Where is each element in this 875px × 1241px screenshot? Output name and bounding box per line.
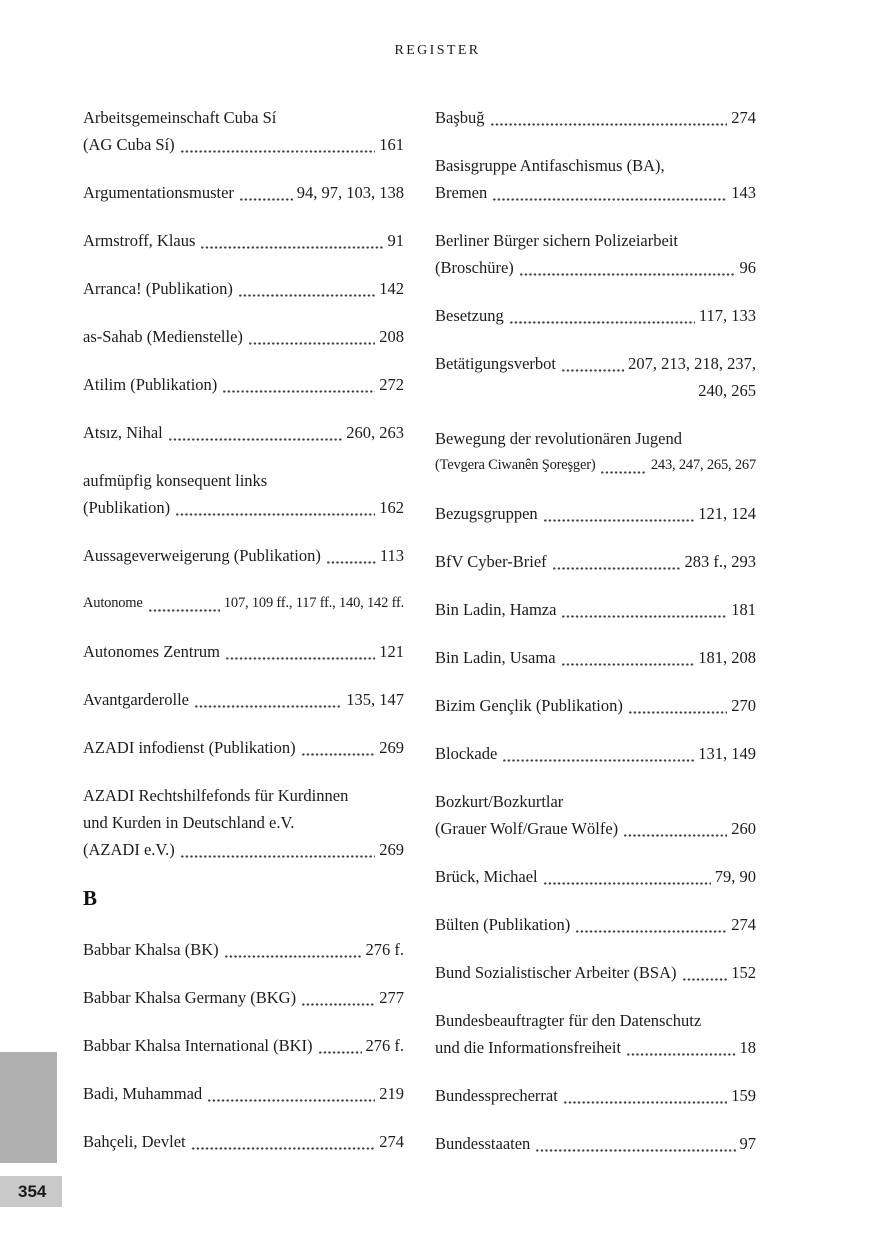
index-entry [435,911,756,938]
dot-leader-icon [168,438,343,441]
index-entry [435,1007,756,1061]
index-entry [435,788,756,842]
entry-line [435,548,756,575]
entry-label: Bin Ladin, Usama [435,648,556,667]
index-entry [435,692,756,719]
entry-line [435,254,756,281]
entry-line [83,590,404,617]
index-entry [435,152,756,206]
entry-line [435,815,756,842]
dot-leader-icon [492,198,727,201]
index-entry [83,542,404,569]
entry-line [435,1082,756,1109]
entry-line [435,911,756,938]
dot-leader-icon [600,471,646,474]
dot-leader-icon [180,855,375,858]
entry-pages: 94, 97, 103, 138 [296,183,404,202]
entry-label: Betätigungsverbot [435,354,556,373]
entry-line [83,371,404,398]
entry-line [83,836,404,863]
index-entry [435,1130,756,1157]
dot-leader-icon [561,369,624,372]
index-entry [435,548,756,575]
dot-leader-icon [301,1003,375,1006]
entry-label-line: Bozkurt/Bozkurtlar [435,792,564,811]
index-entry [83,590,404,617]
dot-leader-icon [682,978,728,981]
entry-pages: 269 [379,840,404,859]
entry-label-line: Basisgruppe Antifaschismus (BA), [435,156,665,175]
index-entry [83,179,404,206]
dot-leader-icon [224,955,362,958]
entry-pages: 269 [379,738,404,757]
entry-label: Autonome [83,595,143,611]
entry-pages: 219 [379,1084,404,1103]
entry-line [435,104,756,131]
section-heading: B [83,886,98,910]
entry-pages: 96 [739,258,756,277]
entry-label: Autonomes Zentrum [83,642,221,661]
index-entry [83,734,404,761]
entry-label: Brück, Michael [435,867,538,886]
dot-leader-icon [563,1101,727,1104]
entry-line [83,1128,404,1155]
entry-label: Babbar Khalsa (BK) [83,940,219,959]
entry-label: (AG Cuba Sí) [83,135,175,154]
index-entry [83,638,404,665]
entry-label: (AZADI e.V.) [83,840,175,859]
entry-label-line: Bewegung der revolutionären Jugend [435,429,682,448]
entry-line [435,692,756,719]
index-entry [435,596,756,623]
dot-leader-icon [628,711,727,714]
entry-label: Bremen [435,183,488,202]
entry-label-line: AZADI Rechtshilfefonds für Kurdinnen [83,786,349,805]
entry-pages: 274 [731,108,756,127]
entry-line [83,984,404,1011]
entry-pages: 91 [387,231,404,250]
entry-pages-overflow: 240, 265 [698,381,756,400]
index-entry [83,323,404,350]
entry-pages: 208 [379,327,404,346]
dot-leader-icon [509,321,695,324]
entry-label: Argumentationsmuster [83,183,234,202]
entry-label: Besetzung [435,306,504,325]
entry-label: Aussageverweigerung (Publikation) [83,546,321,565]
entry-pages: 18 [739,1038,756,1057]
entry-pages: 260 [731,819,756,838]
dot-leader-icon [490,123,728,126]
entry-pages: 162 [379,498,404,517]
dot-leader-icon [535,1149,735,1152]
entry-pages: 260, 263 [346,423,404,442]
index-entry [83,419,404,446]
entry-label: Badi, Muhammad [83,1084,203,1103]
dot-leader-icon [239,198,293,201]
dot-leader-icon [543,882,711,885]
entry-line [435,500,756,527]
index-entry [83,1128,404,1155]
dot-leader-icon [543,519,695,522]
entry-pages: 276 f. [365,940,404,959]
entry-label: (Grauer Wolf/Graue Wölfe) [435,819,619,838]
index-entry [435,227,756,281]
entry-pages: 277 [379,988,404,1007]
dot-leader-icon [519,273,736,276]
dot-leader-icon [175,513,375,516]
index-entry [435,350,756,404]
index-entry [83,936,404,963]
entry-label: Blockade [435,744,498,763]
entry-pages: 181, 208 [698,648,756,667]
entry-pages: 274 [379,1132,404,1151]
dot-leader-icon [326,561,376,564]
entry-label: Bülten (Publikation) [435,915,571,934]
entry-label: und die Informationsfreiheit [435,1038,622,1057]
index-entry [83,1032,404,1059]
entry-line [83,227,404,254]
entry-line [83,494,404,521]
entry-label: Babbar Khalsa International (BKI) [83,1036,313,1055]
dot-leader-icon [194,705,342,708]
entry-label: (Broschüre) [435,258,514,277]
index-entry [435,500,756,527]
entry-line [83,542,404,569]
entry-pages: 152 [731,963,756,982]
entry-line [83,638,404,665]
index-entry [435,1082,756,1109]
entry-pages: 121 [379,642,404,661]
dot-leader-icon [191,1147,376,1150]
index-columns [83,104,756,1178]
entry-line [435,863,756,890]
dot-leader-icon [148,609,220,612]
entry-pages: 79, 90 [714,867,756,886]
index-entry [435,959,756,986]
entry-pages: 117, 133 [698,306,756,325]
entry-label: Atsız, Nihal [83,423,163,442]
entry-pages: 276 f. [365,1036,404,1055]
entry-line [435,1130,756,1157]
entry-pages: 143 [731,183,756,202]
dot-leader-icon [561,663,695,666]
dot-leader-icon [238,294,375,297]
entry-pages: 121, 124 [698,504,756,523]
dot-leader-icon [301,753,376,756]
index-entry [83,104,404,158]
index-entry [435,644,756,671]
entry-label: as-Sahab (Medienstelle) [83,327,243,346]
index-entry [83,984,404,1011]
index-column-right [435,104,756,1178]
dot-leader-icon [222,390,375,393]
entry-line [435,644,756,671]
chapter-edge-tab [0,1052,57,1163]
entry-line [435,596,756,623]
dot-leader-icon [502,759,694,762]
entry-label: Bundessprecherrat [435,1086,558,1105]
index-entry [435,425,756,479]
page-number-bar [0,1176,62,1207]
entry-label: Arranca! (Publikation) [83,279,233,298]
entry-label: (Publikation) [83,498,171,517]
index-column-left [83,104,404,1178]
entry-label-line: Arbeitsgemeinschaft Cuba Sí [83,108,277,127]
dot-leader-icon [207,1099,375,1102]
entry-label: (Tevgera Ciwanên Şoreşger) [435,457,596,473]
index-entry [83,1080,404,1107]
index-entry [435,863,756,890]
entry-pages: 274 [731,915,756,934]
entry-pages: 135, 147 [346,690,404,709]
entry-pages: 107, 109 ff., 117 ff., 140, 142 ff. [223,595,404,611]
page-number: 354 [18,1182,47,1201]
entry-label: Bund Sozialistischer Arbeiter (BSA) [435,963,677,982]
entry-line [83,419,404,446]
page-title: REGISTER [394,43,481,58]
index-entry [435,302,756,329]
index-entry [435,104,756,131]
dot-leader-icon [248,342,375,345]
entry-label: BfV Cyber-Brief [435,552,547,571]
dot-leader-icon [623,834,727,837]
entry-line [435,452,756,479]
index-entry [83,371,404,398]
entry-label: Armstroff, Klaus [83,231,196,250]
index-entry [83,227,404,254]
entry-pages: 270 [731,696,756,715]
entry-line [435,1034,756,1061]
entry-line [83,686,404,713]
entry-pages: 159 [731,1086,756,1105]
entry-pages: 272 [379,375,404,394]
entry-label: Bundesstaaten [435,1134,531,1153]
index-entry [83,275,404,302]
entry-label: Avantgarderolle [83,690,189,709]
index-entry [83,467,404,521]
entry-line [435,959,756,986]
entry-pages: 131, 149 [698,744,756,763]
entry-line [435,302,756,329]
entry-line [83,179,404,206]
entry-label: Bezugsgruppen [435,504,538,523]
entry-pages: 243, 247, 265, 267 [650,457,756,473]
entry-line [435,179,756,206]
entry-label: Babbar Khalsa Germany (BKG) [83,988,297,1007]
dot-leader-icon [225,657,375,660]
entry-line [83,275,404,302]
entry-label: AZADI infodienst (Publikation) [83,738,296,757]
dot-leader-icon [626,1053,735,1056]
entry-line [83,323,404,350]
index-entry [83,782,404,863]
entry-line [83,1032,404,1059]
entry-pages: 97 [739,1134,756,1153]
entry-label: Atilim (Publikation) [83,375,218,394]
index-entry [435,740,756,767]
entry-line [83,936,404,963]
entry-line [435,740,756,767]
entry-pages: 142 [379,279,404,298]
dot-leader-icon [575,930,727,933]
entry-label: Bin Ladin, Hamza [435,600,557,619]
dot-leader-icon [180,150,376,153]
index-entry [83,686,404,713]
entry-line [83,1080,404,1107]
dot-leader-icon [552,567,681,570]
entry-pages: 113 [379,546,404,565]
entry-label-line: Berliner Bürger sichern Polizeiarbeit [435,231,678,250]
dot-leader-icon [561,615,727,618]
entry-line [83,131,404,158]
entry-pages: 181 [731,600,756,619]
dot-leader-icon [318,1051,362,1054]
entry-line [435,350,756,377]
entry-pages: 283 f., 293 [684,552,756,571]
entry-label: Başbuğ [435,108,485,127]
entry-line [83,734,404,761]
entry-label-line: aufmüpfig konsequent links [83,471,268,490]
entry-pages: 207, 213, 218, 237, [628,354,756,373]
entry-label: Bahçeli, Devlet [83,1132,186,1151]
entry-label-line: Bundesbeauftragter für den Datenschutz [435,1011,702,1030]
entry-label: Bizim Gençlik (Publikation) [435,696,623,715]
entry-label-line: und Kurden in Deutschland e.V. [83,813,295,832]
entry-pages: 161 [379,135,404,154]
dot-leader-icon [200,246,383,249]
